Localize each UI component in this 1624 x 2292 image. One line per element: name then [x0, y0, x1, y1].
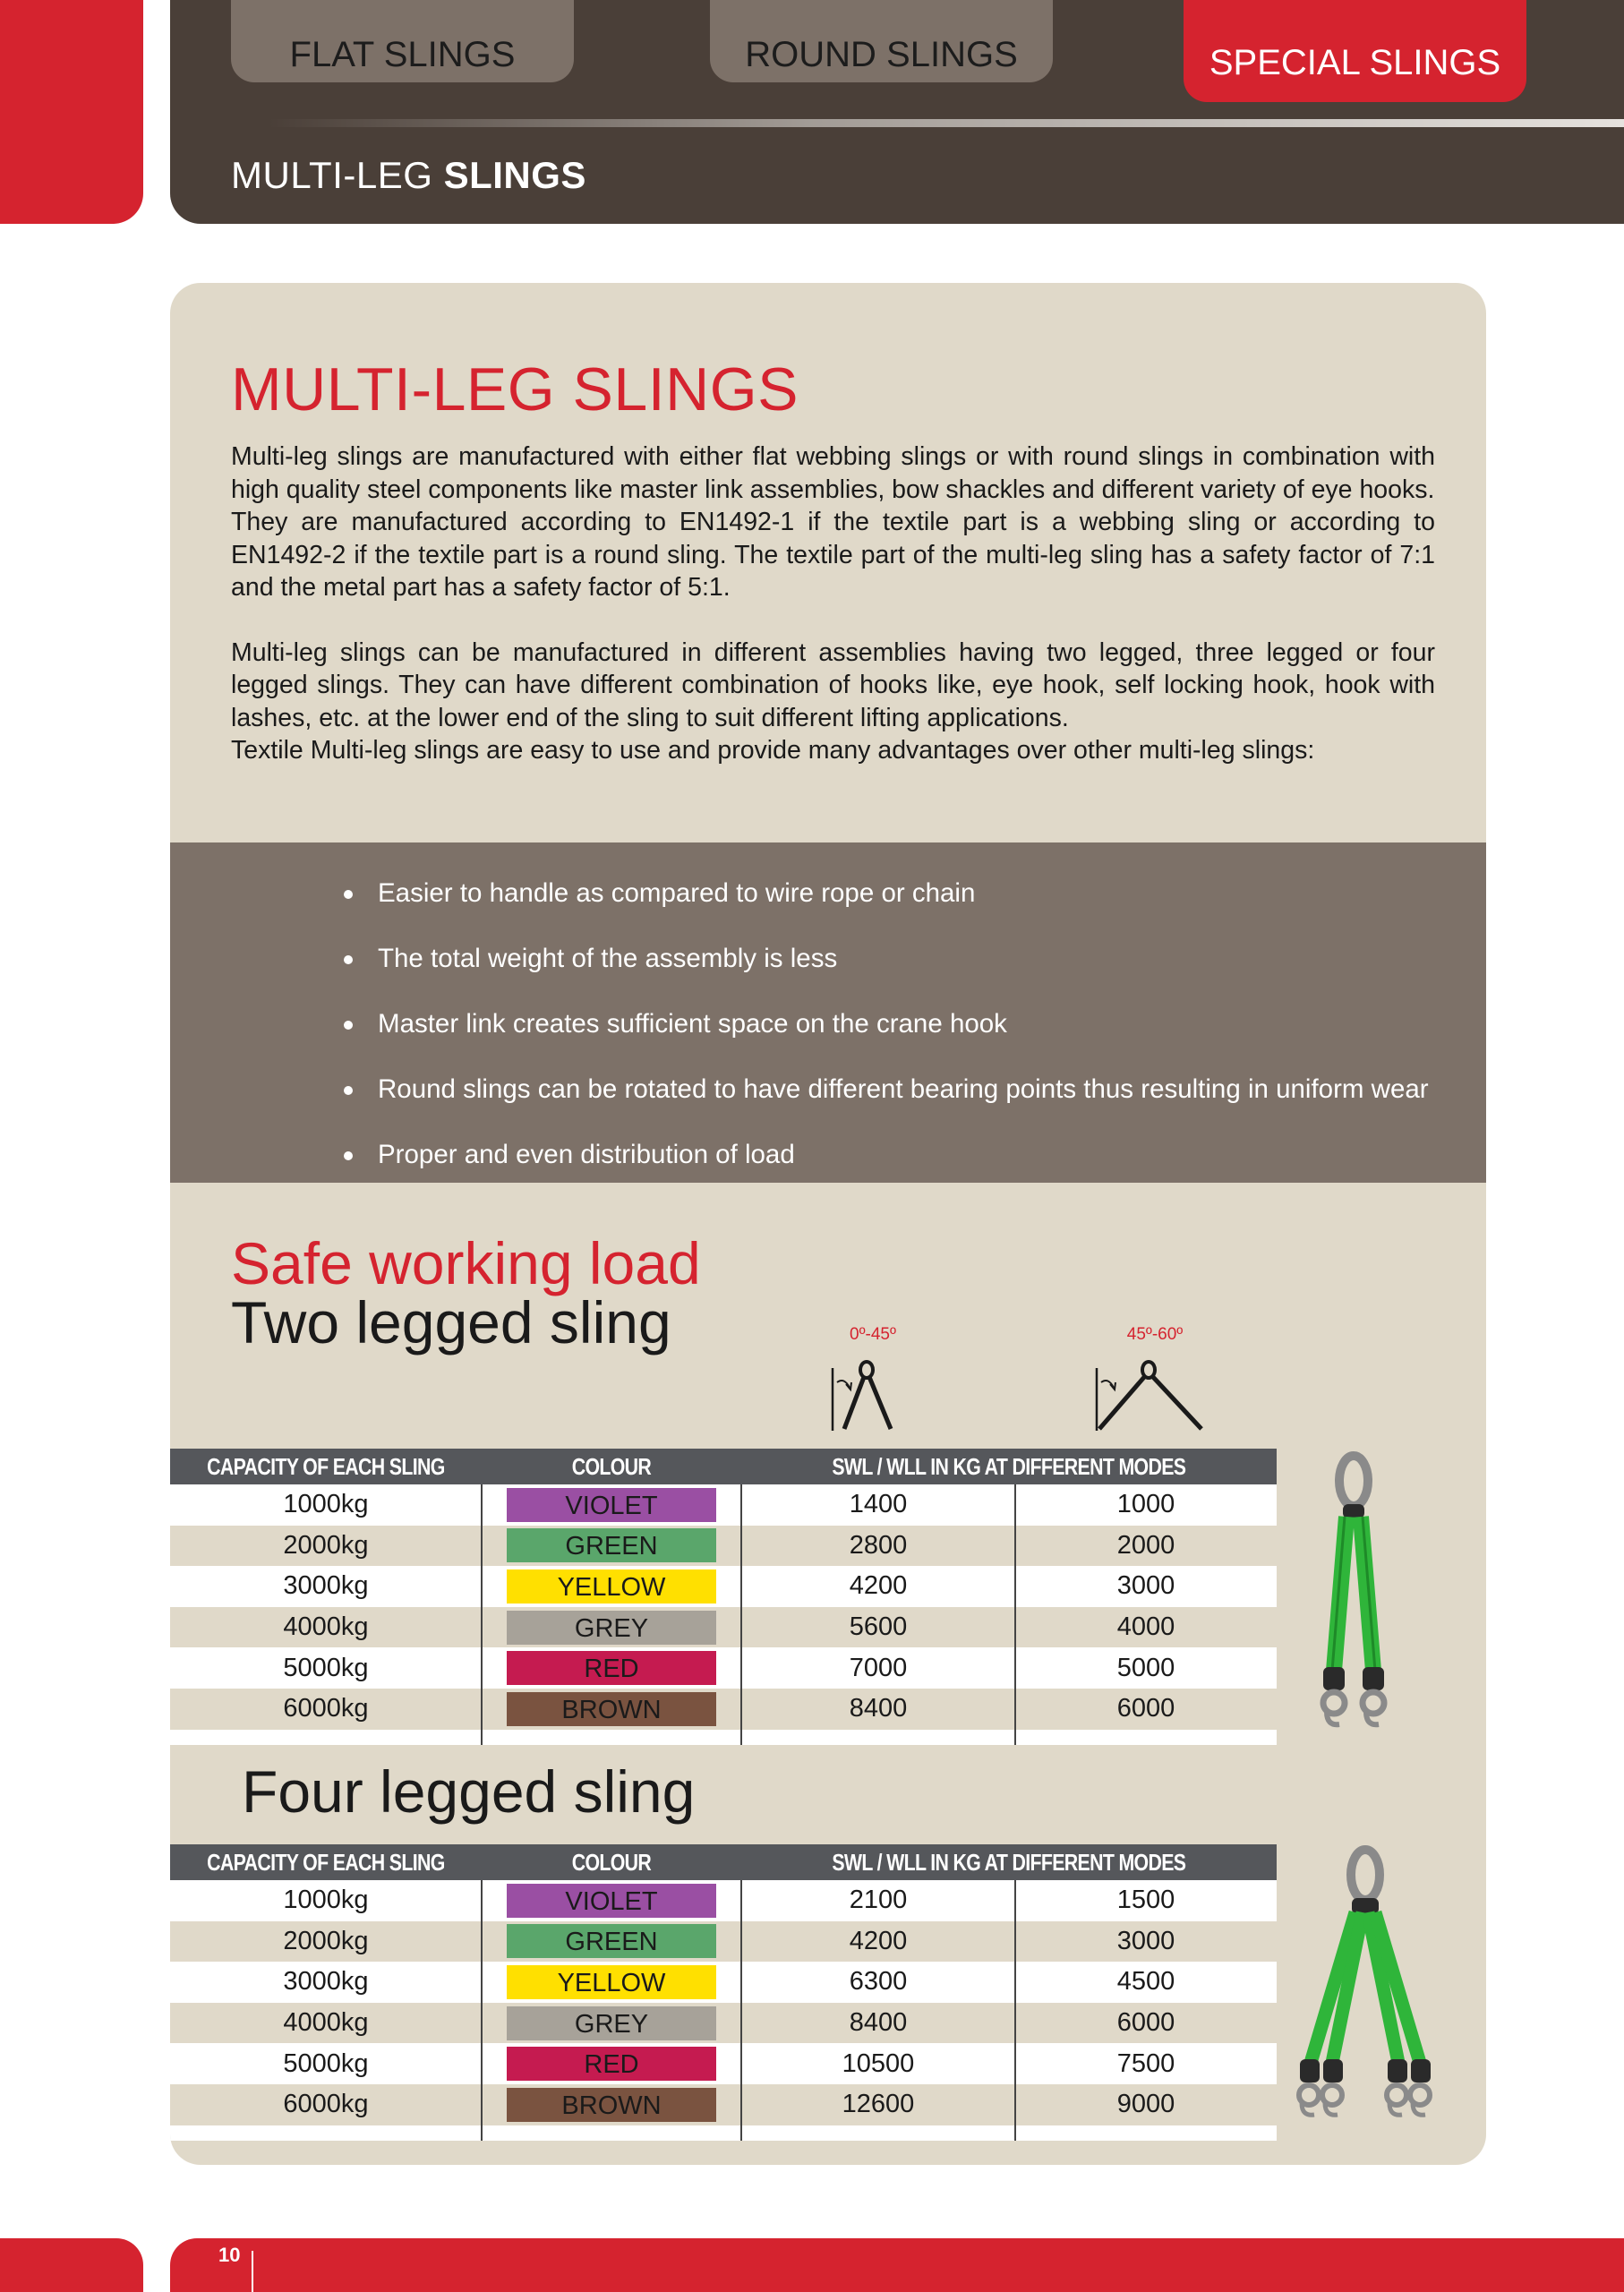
table-row — [170, 2003, 1277, 2044]
table-row — [170, 1607, 1277, 1648]
swl-cell-45-60: 2000 — [1116, 1530, 1175, 1560]
table-row — [170, 1880, 1277, 1921]
intro-paragraph-4: Textile Multi-leg slings are easy to use and provide many advantages over other multi-leg slings: — [231, 736, 1315, 765]
intro-paragraph-2: They are manufactured according to EN1492-1 if the textile part is a webbing sling or according to EN1492-2 if the textile part is a round sling. The textile part of the multi-leg sling has a safety factor of 7:1 and the metal part has a safety factor of 5:1. — [231, 508, 1435, 602]
table-body — [170, 1484, 1277, 1745]
swl-cell-0-45: 7000 — [849, 1653, 908, 1682]
four-legged-sling-illustration — [1289, 1841, 1441, 2165]
benefit-item: Proper and even distribution of load — [349, 1140, 1429, 1205]
benefit-item: Easier to handle as compared to wire rope or chain — [349, 878, 1429, 944]
column-divider — [481, 1484, 483, 1745]
capacity-cell: 2000kg — [283, 1926, 369, 1955]
colour-cell — [482, 2006, 741, 2040]
swl-cell-45-60: 6000 — [1116, 2008, 1175, 2038]
table-row — [170, 1647, 1277, 1689]
benefits-list — [349, 878, 1429, 1205]
footer-bar — [170, 2238, 1624, 2292]
table-header — [170, 1449, 1277, 1484]
header-capacity: CAPACITY OF EACH SLING — [207, 1453, 445, 1480]
colour-cell — [482, 1884, 741, 1918]
swl-cell-0-45: 10500 — [842, 2048, 915, 2078]
colour-swatch: GREEN — [507, 1528, 716, 1562]
capacity-cell: 1000kg — [283, 1886, 369, 1915]
table-row — [170, 2084, 1277, 2125]
table-bottom-strip — [170, 2125, 1277, 2141]
benefit-item: Round slings can be rotated to have different bearing points thus resulting in uniform wear — [349, 1074, 1429, 1140]
swl-cell-45-60: 7500 — [1116, 2048, 1175, 2078]
swl-cell-0-45: 8400 — [849, 1694, 908, 1723]
tab-round-slings[interactable]: ROUND SLINGS — [710, 0, 1053, 82]
colour-cell — [482, 1611, 741, 1645]
section-title-light: MULTI-LEG — [231, 154, 444, 196]
swl-cell-0-45: 4200 — [849, 1571, 908, 1601]
swl-cell-45-60: 5000 — [1116, 1653, 1175, 1682]
header-divider — [269, 119, 1624, 127]
benefit-item: The total weight of the assembly is less — [349, 944, 1429, 1009]
intro-paragraph-1: Multi-leg slings are manufactured with either flat webbing slings or with round slings in combination with high quality steel components like master link assemblies, bow shackles and different variety of eye hooks. — [231, 442, 1435, 504]
tab-flat-slings[interactable]: FLAT SLINGS — [231, 0, 574, 82]
page-number: 10 — [218, 2244, 241, 2266]
colour-swatch: RED — [507, 1651, 716, 1685]
swl-cell-0-45: 5600 — [849, 1612, 908, 1642]
column-divider — [481, 1880, 483, 2141]
colour-swatch: YELLOW — [507, 1965, 716, 1999]
colour-swatch: GREEN — [507, 1924, 716, 1958]
colour-swatch: VIOLET — [507, 1488, 716, 1522]
colour-cell — [482, 1528, 741, 1562]
swl-cell-0-45: 12600 — [842, 2090, 915, 2119]
swl-heading: Safe working load — [231, 1230, 701, 1296]
swl-cell-45-60: 9000 — [1116, 2090, 1175, 2119]
table-row — [170, 1921, 1277, 1963]
capacity-cell: 6000kg — [283, 1694, 369, 1723]
content-panel — [170, 283, 1486, 2165]
section-title-bold: SLINGS — [443, 154, 586, 196]
colour-cell — [482, 2088, 741, 2122]
header-swl: SWL / WLL IN KG AT DIFFERENT MODES — [832, 1453, 1186, 1480]
capacity-cell: 5000kg — [283, 2048, 369, 2078]
swl-cell-0-45: 6300 — [849, 1967, 908, 1997]
four-legged-title: Four legged sling — [242, 1758, 696, 1825]
column-divider — [1014, 1880, 1016, 2141]
intro-text — [231, 440, 1435, 767]
colour-cell — [482, 1924, 741, 1958]
capacity-cell: 4000kg — [283, 1612, 369, 1642]
capacity-cell: 4000kg — [283, 2008, 369, 2038]
colour-swatch: BROWN — [507, 1692, 716, 1726]
table-row — [170, 2043, 1277, 2084]
swl-cell-45-60: 4000 — [1116, 1612, 1175, 1642]
table-bottom-strip — [170, 1730, 1277, 1745]
swl-cell-0-45: 2800 — [849, 1530, 908, 1560]
two-legged-table — [170, 1449, 1277, 1745]
capacity-cell: 6000kg — [283, 2090, 369, 2119]
angle-wide-icon — [1092, 1352, 1218, 1441]
header-swl: SWL / WLL IN KG AT DIFFERENT MODES — [832, 1849, 1186, 1876]
colour-cell — [482, 1569, 741, 1604]
swl-cell-45-60: 1500 — [1116, 1886, 1175, 1915]
swl-cell-45-60: 4500 — [1116, 1967, 1175, 1997]
colour-swatch: GREY — [507, 2006, 716, 2040]
capacity-cell: 3000kg — [283, 1967, 369, 1997]
colour-swatch: VIOLET — [507, 1884, 716, 1918]
four-legged-table — [170, 1844, 1277, 2141]
table-row — [170, 1962, 1277, 2003]
column-divider — [740, 1484, 742, 1745]
table-body — [170, 1880, 1277, 2141]
benefits-band — [170, 842, 1486, 1183]
colour-swatch: GREY — [507, 1611, 716, 1645]
capacity-cell: 3000kg — [283, 1571, 369, 1601]
angle-label-0-45: 0º-45º — [850, 1325, 896, 1344]
left-red-tab-top — [0, 0, 143, 224]
section-title — [231, 154, 586, 197]
capacity-cell: 2000kg — [283, 1530, 369, 1560]
swl-cell-45-60: 3000 — [1116, 1926, 1175, 1955]
capacity-cell: 1000kg — [283, 1490, 369, 1519]
two-legged-title: Two legged sling — [231, 1289, 671, 1356]
colour-swatch: RED — [507, 2047, 716, 2081]
tab-special-slings[interactable]: SPECIAL SLINGS — [1184, 0, 1526, 102]
header-capacity: CAPACITY OF EACH SLING — [207, 1849, 445, 1876]
table-row — [170, 1689, 1277, 1730]
footer-divider — [252, 2251, 253, 2292]
table-row — [170, 1484, 1277, 1526]
angle-narrow-icon — [828, 1352, 918, 1441]
colour-cell — [482, 2047, 741, 2081]
colour-cell — [482, 1965, 741, 1999]
intro-paragraph-3: Multi-leg slings can be manufactured in different assemblies having two legged, three legged or four legged slings. They can have different combination of hooks like, eye hook, self locking hook, hook with lashes, etc. at the lower end of the sling to suit different lifting applications. — [231, 637, 1435, 732]
header-colour: COLOUR — [571, 1849, 652, 1876]
swl-cell-45-60: 1000 — [1116, 1490, 1175, 1519]
page-heading: MULTI-LEG SLINGS — [231, 355, 799, 423]
colour-cell — [482, 1692, 741, 1726]
colour-swatch: BROWN — [507, 2088, 716, 2122]
swl-cell-0-45: 8400 — [849, 2008, 908, 2038]
swl-cell-45-60: 3000 — [1116, 1571, 1175, 1601]
capacity-cell: 5000kg — [283, 1653, 369, 1682]
benefit-item: Master link creates sufficient space on the crane hook — [349, 1009, 1429, 1074]
swl-cell-45-60: 6000 — [1116, 1694, 1175, 1723]
angle-label-45-60: 45º-60º — [1126, 1325, 1184, 1344]
swl-cell-0-45: 4200 — [849, 1926, 908, 1955]
swl-cell-0-45: 1400 — [849, 1490, 908, 1519]
left-red-tab-bottom — [0, 2238, 143, 2292]
header-colour: COLOUR — [571, 1453, 652, 1480]
column-divider — [1014, 1484, 1016, 1745]
colour-swatch: YELLOW — [507, 1569, 716, 1604]
colour-cell — [482, 1488, 741, 1522]
column-divider — [740, 1880, 742, 2141]
swl-cell-0-45: 2100 — [849, 1886, 908, 1915]
table-row — [170, 1566, 1277, 1607]
colour-cell — [482, 1651, 741, 1685]
table-header — [170, 1844, 1277, 1880]
table-row — [170, 1526, 1277, 1567]
